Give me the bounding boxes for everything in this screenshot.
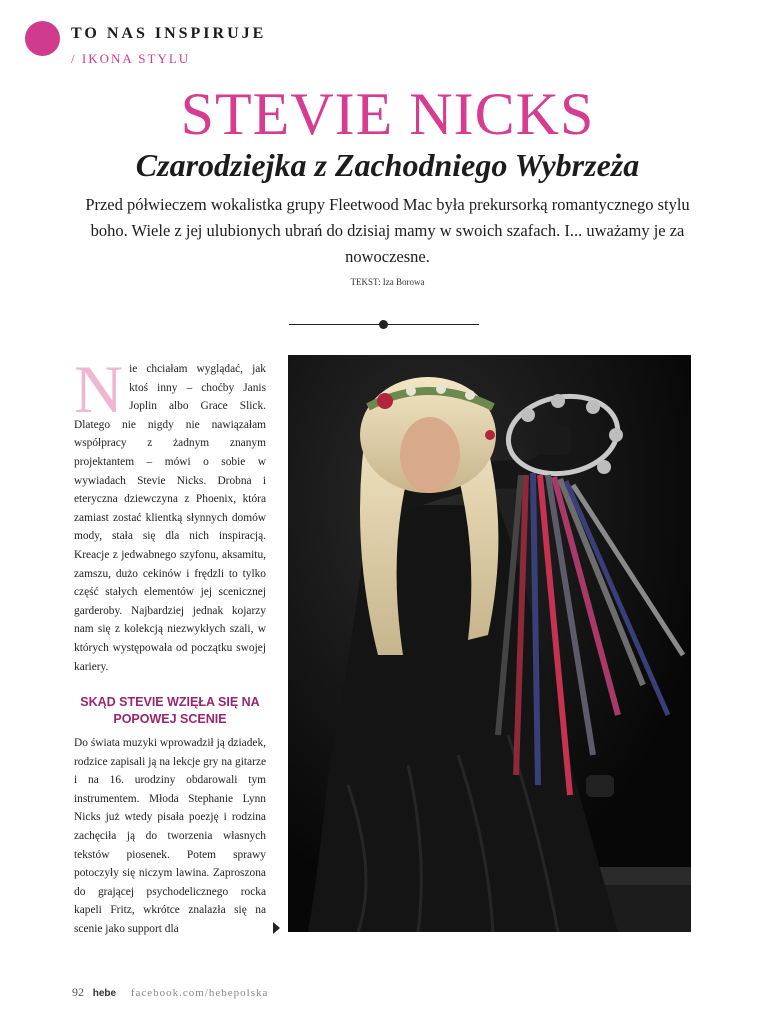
page-footer [72,985,268,1000]
section-heading: SKĄD STEVIE WZIĘŁA SIĘ NA POPOWEJ SCENIE [80,695,260,727]
drop-cap: N [74,351,124,427]
section-subkicker: / IKONA STYLU [71,51,191,66]
facebook-url: facebook.com/hebepolska [130,987,269,999]
author-credit: TEKST: Iza Borowa [350,277,425,287]
article-lead: Przed półwieczem wokalistka grupy Fleetwood Mac była prekursorką romantycznego stylu boho. Wiele z jej ulubionych ubrań do dzisiaj mamy w swoich szafach. I... uważamy je za nowoczesne. [85,195,690,266]
article-title: STEVIE NICKS [180,81,595,147]
continue-arrow-icon [273,922,280,934]
stevie-nicks-photo [288,355,691,932]
ornament-divider-dot [379,320,388,329]
body-paragraph-2: Do świata muzyki wprowadził ją dziadek, rodzice zapisali ją na lekcje gry na gitarze i na 16. urodziny obdarowali tym instrumentem. Młoda Stephanie Lynn Nicks już wtedy pisała poezję i rodzina zachęciła ją do tworzenia własnych tekstów piosenek. Potem sprawy potoczyły się niczym lawina. Zaproszona do grającej psychodelicznego rocka kapeli Fritz, wkrótce znalazła się na scenie jako support dla [74,737,266,936]
article-body-column [74,351,266,939]
body-paragraph-1-text: ie chciałam wyglądać, jak ktoś inny – choćby Janis Joplin albo Grace Slick. Dlatego nie nigdy nie nawiązałam współpracy z żadnym znanym projektantem – mówi o sobie w wywiadach Stevie Nicks. Drobna i eteryczna dziewczyna z Phoenix, która zamiast zostać klientką słynnych domów mody, stała się dla nich inspiracją. Kreacje z jedwabnego szyfonu, aksamitu, zamszu, dużo cekinów i frędzli to tylko część stałych elementów jej scenicznej garderoby. Najbardziej jednak kojarzy nam się z kolekcją niezwykłych szali, w których występowała od początku swojej kariery. [74,363,266,673]
section-marker-dot [25,21,60,56]
article-subtitle: Czarodziejka z Zachodniego Wybrzeża [135,147,640,183]
page-number: 92 [72,985,84,999]
magazine-brand: hebe [92,988,117,999]
section-kicker: TO NAS INSPIRUJE [71,25,267,42]
body-paragraph-1 [74,351,266,676]
